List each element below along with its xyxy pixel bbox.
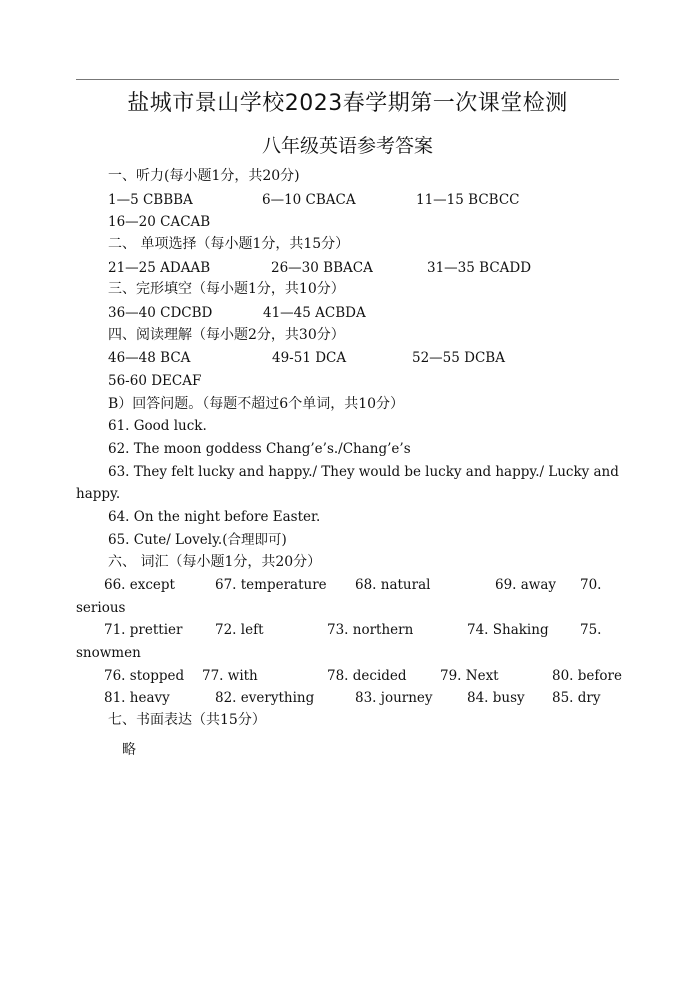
vocab-answer: 80. before bbox=[552, 668, 622, 684]
vocab-answer: 72. left bbox=[215, 622, 264, 638]
section-heading-reading: 四、阅读理解（每小题2分，共30分） bbox=[108, 327, 345, 343]
page-subtitle: 八年级英语参考答案 bbox=[261, 135, 433, 157]
answer-group: 16—20 CACAB bbox=[108, 214, 211, 230]
word: be bbox=[404, 464, 421, 480]
vocab-answer: 69. away bbox=[495, 577, 557, 593]
vocab-answer-continued: serious bbox=[76, 600, 126, 616]
word: happy./ bbox=[495, 464, 545, 480]
answer-group: 26—30 BBACA bbox=[271, 260, 373, 276]
answer-group: 49-51 DCA bbox=[272, 350, 347, 366]
answer-group: 52—55 DCBA bbox=[412, 350, 505, 366]
vocab-answer: 70. bbox=[580, 577, 602, 593]
section-heading-vocabulary: 六、 词汇（每小题1分，共20分） bbox=[108, 554, 322, 570]
vocab-answer: 75. bbox=[580, 622, 602, 638]
vocab-answer: 81. heavy bbox=[104, 690, 170, 706]
vocab-answer: 73. northern bbox=[327, 622, 414, 638]
word: lucky bbox=[198, 464, 235, 480]
answer-group: 56-60 DECAF bbox=[108, 373, 202, 389]
answer-group: 31—35 BCADD bbox=[427, 260, 532, 276]
answer-group: 36—40 CDCBD bbox=[108, 305, 213, 321]
vocab-answer: 71. prettier bbox=[104, 622, 183, 638]
vocab-answer: 78. decided bbox=[327, 668, 407, 684]
header-rule bbox=[76, 79, 619, 80]
section-heading-reading-part-b: B）回答问题。（每题不超过6个单词，共10分） bbox=[108, 396, 405, 412]
vocab-answer: 76. stopped bbox=[104, 668, 185, 684]
answer-group: 21—25 ADAAB bbox=[108, 260, 211, 276]
word: lucky bbox=[425, 464, 462, 480]
word: Lucky bbox=[548, 464, 590, 480]
answer-q62: 62. The moon goddess Chang’e’s./Chang’e’s bbox=[108, 441, 411, 457]
vocab-answer: 68. natural bbox=[355, 577, 431, 593]
section-heading-listening: 一、听力(每小题1分，共20分) bbox=[108, 168, 300, 184]
vocab-answer-continued: snowmen bbox=[76, 645, 141, 661]
answer-q63-continued: happy. bbox=[76, 486, 121, 502]
answer-group: 46—48 BCA bbox=[108, 350, 191, 366]
answer-q64: 64. On the night before Easter. bbox=[108, 509, 321, 525]
word: They bbox=[321, 464, 355, 480]
answer-group: 6—10 CBACA bbox=[262, 192, 356, 208]
word: would bbox=[358, 464, 401, 480]
vocab-answer: 77. with bbox=[202, 668, 258, 684]
vocab-answer: 74. Shaking bbox=[467, 622, 549, 638]
answer-group: 11—15 BCBCC bbox=[416, 192, 520, 208]
vocab-answer: 83. journey bbox=[355, 690, 433, 706]
section-heading-cloze: 三、完形填空（每小题1分，共10分） bbox=[108, 281, 345, 297]
answer-q65: 65. Cute/ Lovely.(合理即可) bbox=[108, 532, 287, 548]
answer-q61: 61. Good luck. bbox=[108, 418, 207, 434]
vocab-answer: 84. busy bbox=[467, 690, 525, 706]
vocab-answer: 82. everything bbox=[215, 690, 315, 706]
word: and bbox=[238, 464, 265, 480]
page-title: 盐城市景山学校2023春学期第一次课堂检测 bbox=[127, 91, 568, 116]
vocab-answer: 79. Next bbox=[440, 668, 499, 684]
answer-group: 1—5 CBBBA bbox=[108, 192, 193, 208]
answer-q63 bbox=[108, 463, 619, 481]
writing-answer: 略 bbox=[122, 742, 136, 758]
word: happy./ bbox=[268, 464, 318, 480]
section-heading-single-choice: 二、 单项选择（每小题1分，共15分） bbox=[108, 236, 350, 252]
word: and bbox=[465, 464, 492, 480]
vocab-answer: 85. dry bbox=[552, 690, 601, 706]
vocab-answer: 66. except bbox=[104, 577, 175, 593]
answer-group: 41—45 ACBDA bbox=[263, 305, 366, 321]
word: 63. bbox=[108, 464, 130, 480]
section-heading-writing: 七、书面表达（共15分） bbox=[108, 712, 266, 728]
word: and bbox=[593, 464, 619, 480]
word: felt bbox=[171, 464, 194, 480]
word: They bbox=[133, 464, 168, 480]
vocab-answer: 67. temperature bbox=[215, 577, 327, 593]
